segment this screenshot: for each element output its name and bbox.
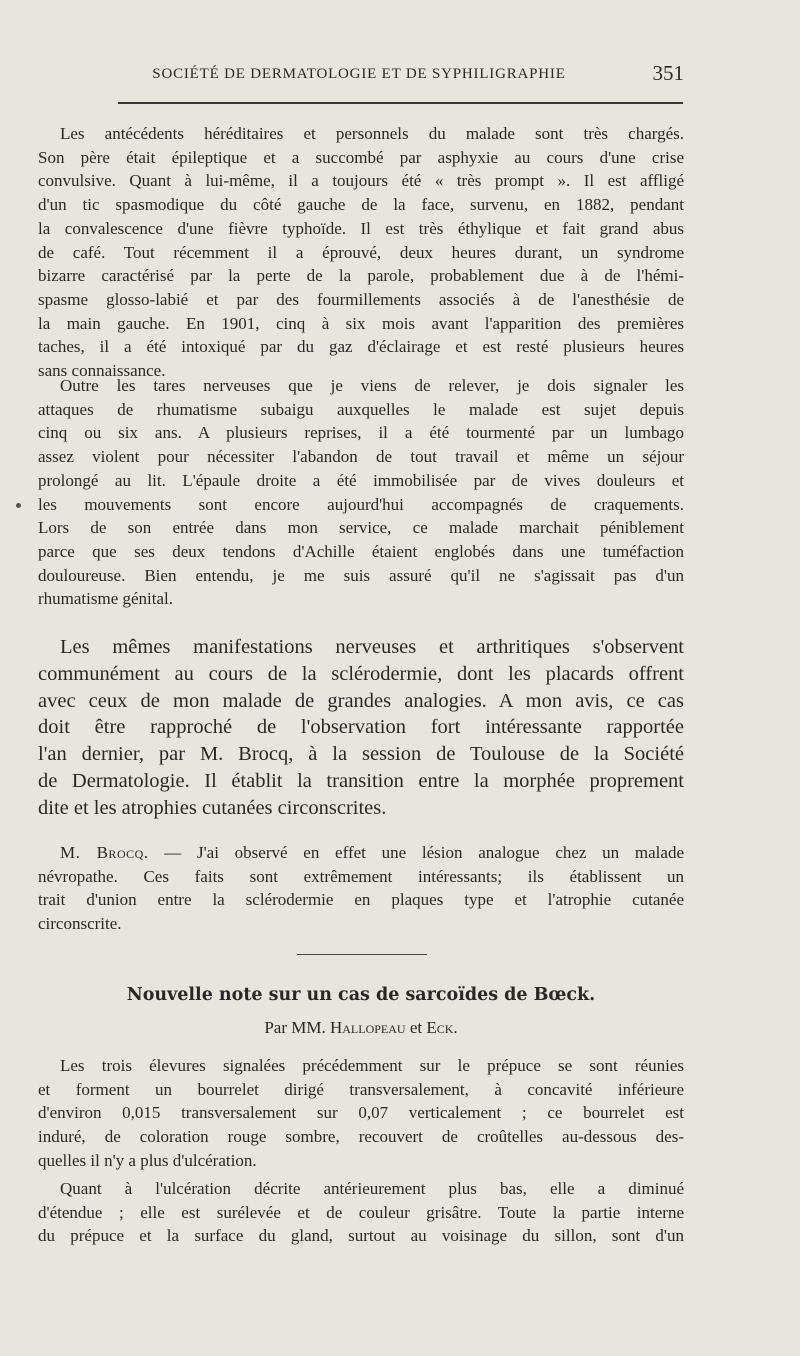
text-line: spasme glosso-labié et par des fourmillements associés à de l'anesthésie de <box>38 289 684 309</box>
text-line <box>38 841 684 865</box>
text-line: doit être rapproché de l'observation fort intéressante rapportée <box>38 716 684 739</box>
author-name: Eck. <box>426 1018 458 1037</box>
margin-mark <box>16 503 21 508</box>
text-line: prolongé au lit. L'épaule droite a été immobilisée par de vives douleurs et <box>38 470 684 490</box>
text-line: trait d'union entre la sclérodermie en plaques type et l'atrophie cutanée <box>38 890 684 910</box>
speaker-name: M. Brocq. <box>60 843 149 862</box>
text-line: et forment un bourrelet dirigé transversalement, à concavité inférieure <box>38 1079 684 1099</box>
text-line: la main gauche. En 1901, cinq à six mois avant l'apparition des premières <box>38 313 684 333</box>
page-number: 351 <box>652 61 684 85</box>
text-line: induré, de coloration rouge sombre, recouvert de croûtelles au-dessous des- <box>38 1127 684 1147</box>
text-line: Son père était épileptique et a succombé par asphyxie au cours d'une crise <box>38 147 684 167</box>
text-line: assez violent pour nécessiter l'abandon de tout travail et même un séjour <box>38 447 684 467</box>
text-line: Lors de son entrée dans mon service, ce malade marchait péniblement <box>38 518 684 538</box>
text-line: quelles il n'y a plus d'ulcération. <box>38 1150 257 1170</box>
text-line: dite et les atrophies cutanées circonscrites. <box>38 796 387 819</box>
byline-conjunction: et <box>405 1018 427 1037</box>
text-line: Les antécédents héréditaires et personnels du malade sont très chargés. <box>60 124 684 143</box>
text-line: douloureuse. Bien entendu, je me suis assuré qu'il ne s'agissait pas d'un <box>38 565 684 585</box>
text-line: Outre les tares nerveuses que je viens de relever, je dois signaler les <box>60 376 684 395</box>
text-line: communément au cours de la sclérodermie, dont les placards offrent <box>38 662 684 685</box>
byline-prefix: Par MM. <box>264 1018 330 1037</box>
text-line: névropathe. Ces faits sont extrêmement intéressants; ils établissent un <box>38 866 684 886</box>
text-line: d'environ 0,015 transversalement sur 0,07 verticalement ; ce bourrelet est <box>38 1103 684 1123</box>
paragraph-lesions <box>38 1054 684 1173</box>
text-line: parce que ses deux tendons d'Achille étaient englobés dans une tuméfaction <box>38 541 684 561</box>
text-line: d'étendue ; elle est surélevée et de couleur grisâtre. Toute la partie interne <box>38 1202 684 1222</box>
text-line: du prépuce et la surface du gland, surtout au voisinage du sillon, sont d'un <box>38 1226 684 1246</box>
paragraph-antecedents <box>38 122 684 383</box>
text-line: circonscrite. <box>38 914 122 934</box>
paragraph-rheumatism <box>38 374 684 611</box>
article-byline <box>38 1018 684 1038</box>
text-line: Les mêmes manifestations nerveuses et arthritiques s'observent <box>60 636 684 658</box>
running-head <box>124 61 684 90</box>
text-line: taches, il a été intoxiqué par du gaz d'éclairage et est resté plusieurs heures <box>38 337 684 357</box>
text-line: Quant à l'ulcération décrite antérieurement plus bas, elle a diminué <box>60 1179 684 1198</box>
text-line: rhumatisme génital. <box>38 589 174 609</box>
text-line: cinq ou six ans. A plusieurs reprises, il a été tourmenté par un lumbago <box>38 423 684 443</box>
text-line: sans connaissance. <box>38 361 166 381</box>
paragraph-ulceration <box>38 1177 684 1248</box>
text-line: Les trois élevures signalées précédemment sur le prépuce se sont réunies <box>60 1056 684 1075</box>
paragraph-scleroderma <box>38 634 684 822</box>
text-line: de Dermatologie. Il établit la transition entre la morphée proprement <box>38 769 684 792</box>
text-line: convulsive. Quant à lui-même, il a toujours été « très prompt ». Il est affligé <box>38 171 684 191</box>
header-rule <box>118 102 683 104</box>
text-line: d'un tic spasmodique du côté gauche de la face, survenu, en 1882, pendant <box>38 195 684 215</box>
author-name: Hallopeau <box>329 1018 406 1037</box>
text-line: bizarre caractérisé par la perte de la parole, probablement due à de l'hémi- <box>38 266 684 286</box>
text-fragment: — J'ai observé en effet une lésion analogue chez un malade <box>148 843 685 862</box>
text-line: avec ceux de mon malade de grandes analogies. A mon avis, ce cas <box>38 689 684 712</box>
section-separator <box>297 954 427 955</box>
text-line: l'an dernier, par M. Brocq, à la session de Toulouse de la Société <box>38 743 684 766</box>
text-line: attaques de rhumatisme subaigu auxquelles le malade est sujet depuis <box>38 399 684 419</box>
text-line: de café. Tout récemment il a éprouvé, deux heures durant, un syndrome <box>38 242 684 262</box>
article-title: Nouvelle note sur un cas de sarcoïdes de Bœck. <box>126 985 596 1005</box>
text-line: la convalescence d'une fièvre typhoïde. Il est très éthylique et fait grand abus <box>38 218 684 238</box>
paragraph-brocq-remark <box>38 841 684 936</box>
running-title: SOCIÉTÉ DE DERMATOLOGIE ET DE SYPHILIGRAPHIE <box>152 66 566 82</box>
text-line: les mouvements sont encore aujourd'hui accompagnés de craquements. <box>38 494 684 514</box>
